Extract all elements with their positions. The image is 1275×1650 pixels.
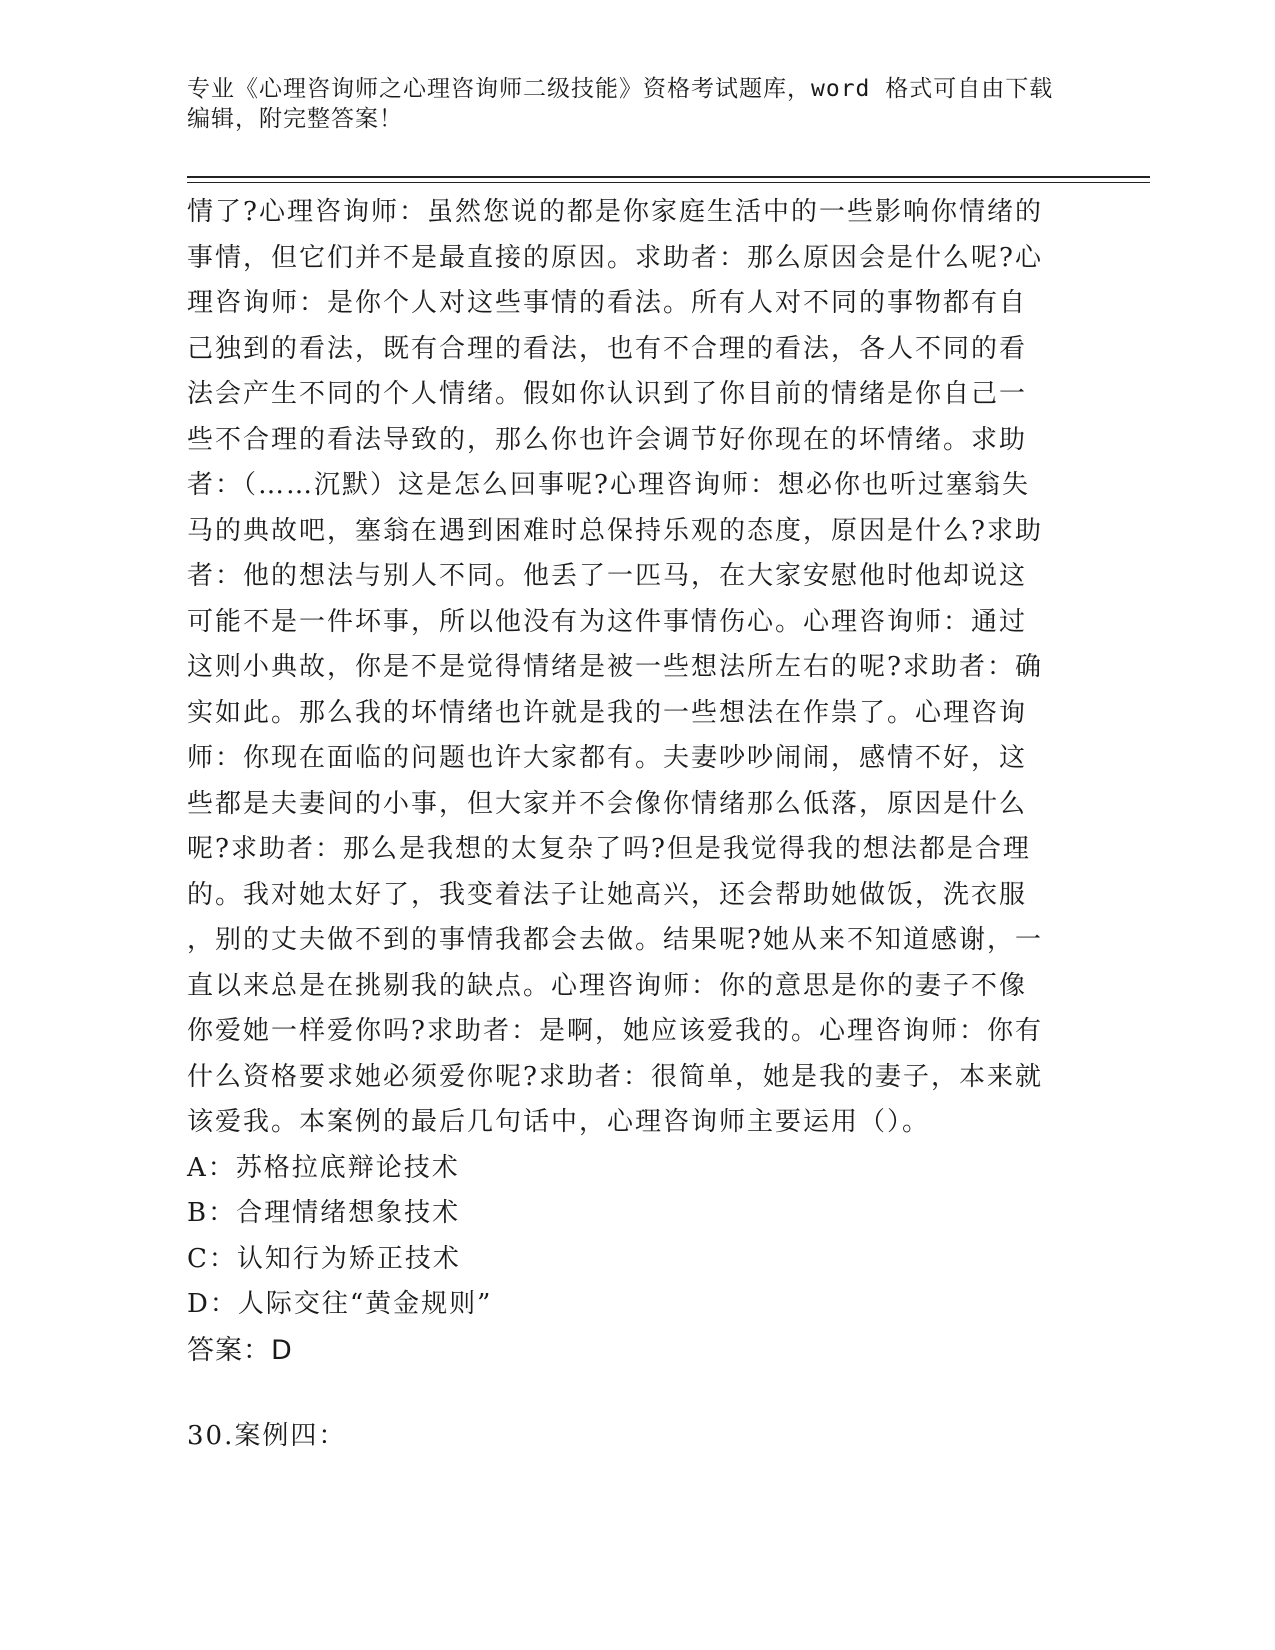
next-question-heading: 30.案例四： bbox=[187, 1421, 347, 1451]
question-line: 该爱我。本案例的最后几句话中，心理咨询师主要运用（）。 bbox=[187, 1107, 931, 1137]
question-line: 理咨询师：是你个人对这些事情的看法。所有人对不同的事物都有自 bbox=[187, 288, 1028, 318]
question-line: 可能不是一件坏事，所以他没有为这件事情伤心。心理咨询师：通过 bbox=[187, 606, 1028, 637]
question-line: 情了?心理咨询师：虽然您说的都是你家庭生活中的一些影响你情绪的 bbox=[187, 197, 1043, 227]
question-line: ，别的丈夫做不到的事情我都会去做。结果呢?她从来不知道感谢，一 bbox=[187, 925, 1043, 955]
header-divider-thick bbox=[187, 176, 1150, 178]
question-line: 马的典故吧，塞翁在遇到困难时总保持乐观的态度，原因是什么?求助 bbox=[187, 515, 1043, 546]
question-line: 法会产生不同的个人情绪。假如你认识到了你目前的情绪是你自己一 bbox=[187, 379, 1028, 409]
answer-line: 答案：D bbox=[187, 1334, 293, 1366]
question-line: 者：（……沉默）这是怎么回事呢?心理咨询师：想必你也听过塞翁失 bbox=[187, 470, 1030, 500]
page-header bbox=[187, 74, 1087, 134]
question-line: 的。我对她太好了，我变着法子让她高兴，还会帮助她做饭，洗衣服 bbox=[187, 879, 1028, 910]
question-line: 者：他的想法与别人不同。他丢了一匹马，在大家安慰他时他却说这 bbox=[187, 561, 1028, 591]
question-line: 呢?求助者：那么是我想的太复杂了吗?但是我觉得我的想法都是合理 bbox=[187, 834, 1031, 864]
question-line: 己独到的看法，既有合理的看法，也有不合理的看法，各人不同的看 bbox=[187, 333, 1028, 364]
question-line: 些不合理的看法导致的，那么你也许会调节好你现在的坏情绪。求助 bbox=[187, 424, 1028, 455]
question-line: 你爱她一样爱你吗?求助者：是啊，她应该爱我的。心理咨询师：你有 bbox=[187, 1016, 1043, 1046]
question-line: 事情，但它们并不是最直接的原因。求助者：那么原因会是什么呢?心 bbox=[187, 242, 1043, 273]
option-b: B：合理情绪想象技术 bbox=[187, 1198, 461, 1228]
option-a: A：苏格拉底辩论技术 bbox=[187, 1152, 460, 1183]
question-line: 些都是夫妻间的小事，但大家并不会像你情绪那么低落，原因是什么 bbox=[187, 788, 1028, 819]
question-line: 什么资格要求她必须爱你呢?求助者：很简单，她是我的妻子，本来就 bbox=[187, 1061, 1043, 1092]
question-line: 这则小典故，你是不是觉得情绪是被一些想法所左右的呢?求助者：确 bbox=[187, 652, 1043, 682]
question-line: 师：你现在面临的问题也许大家都有。夫妻吵吵闹闹，感情不好，这 bbox=[187, 743, 1028, 773]
header-line-2: 编辑，附完整答案！ bbox=[187, 106, 403, 132]
option-c: C：认知行为矫正技术 bbox=[187, 1243, 461, 1274]
question-line: 直以来总是在挑剔我的缺点。心理咨询师：你的意思是你的妻子不像 bbox=[187, 970, 1028, 1001]
header-line-1: 专业《心理咨询师之心理咨询师二级技能》资格考试题库，word 格式可自由下载 bbox=[187, 76, 1054, 102]
question-line: 实如此。那么我的坏情绪也许就是我的一些想法在作祟了。心理咨询 bbox=[187, 697, 1028, 728]
option-d: D：人际交往“黄金规则” bbox=[187, 1289, 493, 1319]
header-divider-thin bbox=[187, 182, 1150, 183]
question-body bbox=[187, 190, 1087, 1374]
